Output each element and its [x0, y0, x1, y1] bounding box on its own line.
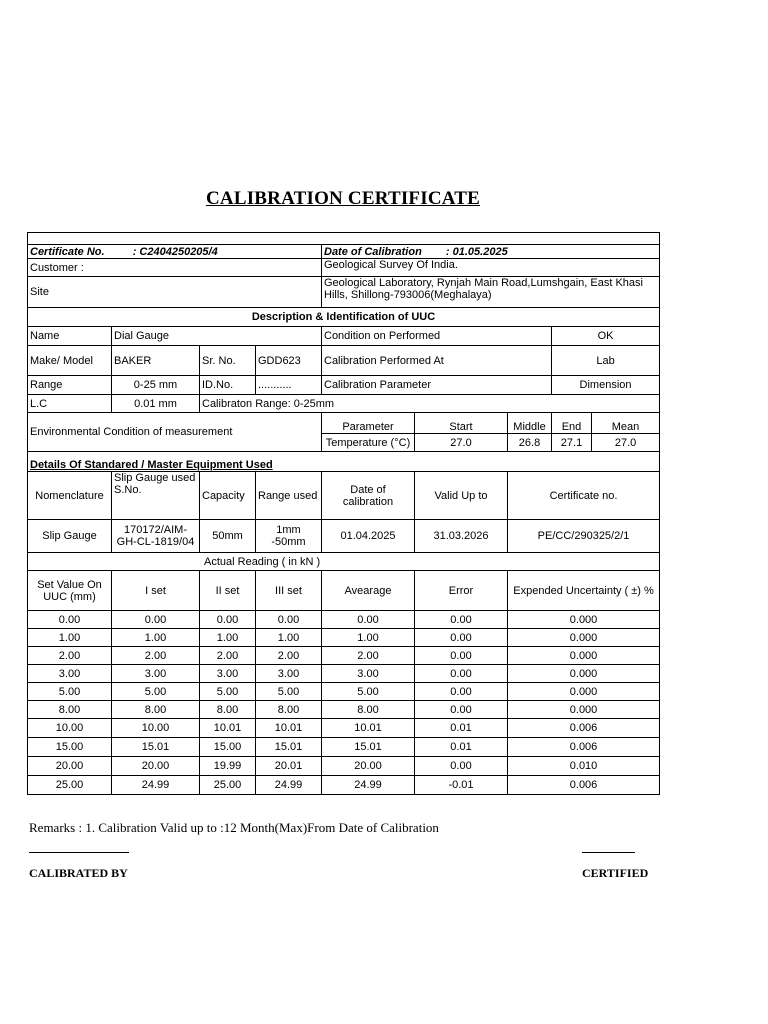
standard-value-row: [28, 520, 660, 553]
uuc-range-row: [28, 376, 660, 395]
std-header-capacity: Capacity: [200, 472, 256, 520]
standard-header-row: [28, 472, 660, 520]
reading-error-cell: 0.00: [415, 701, 508, 719]
readings-header-iii-set: III set: [256, 571, 322, 611]
reading-average-cell: 10.01: [322, 719, 415, 738]
calibrated-by-label: CALIBRATED BY: [29, 866, 128, 880]
reading-average-cell: 24.99: [322, 776, 415, 795]
reading-i-set-cell: 10.00: [112, 719, 200, 738]
calibration-date-label: Date of Calibration: [324, 245, 422, 258]
readings-header-average: Avearage: [322, 571, 415, 611]
env-start: 27.0: [415, 434, 508, 452]
std-slip-gauge: 170172/AIM-GH-CL-1819/04: [112, 520, 200, 553]
reading-iii-set-cell: 0.00: [256, 611, 322, 629]
reading-uncertainty-cell: 0.000: [508, 683, 660, 701]
make-value: BAKER: [112, 346, 200, 376]
reading-error-cell: 0.00: [415, 611, 508, 629]
make-label: Make/ Model: [28, 346, 112, 376]
environment-header-row: [28, 413, 660, 434]
reading-i-set-cell: 20.00: [112, 757, 200, 776]
reading-uncertainty-cell: 0.000: [508, 629, 660, 647]
std-certificate: PE/CC/290325/2/1: [508, 520, 660, 553]
reading-uncertainty-cell: 0.000: [508, 665, 660, 683]
reading-error-cell: 0.01: [415, 738, 508, 757]
reading-uncertainty-cell: 0.006: [508, 719, 660, 738]
calibrated-by-signature-line: [29, 852, 129, 853]
certificate-title: CALIBRATION CERTIFICATE: [205, 188, 481, 209]
standard-section-title: Details Of Standared / Master Equipment Used: [28, 452, 660, 472]
customer-value: Geological Survey Of India.: [322, 259, 660, 277]
reading-error-cell: 0.00: [415, 665, 508, 683]
std-header-range: Range used: [256, 472, 322, 520]
uuc-lc-row: [28, 395, 660, 413]
uuc-make-row: [28, 346, 660, 376]
readings-header-set-value: Set Value On UUC (mm): [28, 571, 112, 611]
customer-row: [28, 259, 660, 277]
performed-at-label: Calibration Performed At: [322, 346, 552, 376]
std-date: 01.04.2025: [322, 520, 415, 553]
readings-header-uncertainty: Expended Uncertainty ( ±) %: [508, 571, 660, 611]
calibration-date-value: : 01.05.2025: [445, 245, 508, 258]
reading-row: [28, 611, 660, 629]
certified-signature-line: [582, 852, 635, 853]
certificate-number-label: Certificate No.: [30, 245, 105, 258]
id-number-label: ID.No.: [200, 376, 256, 395]
reading-average-cell: 8.00: [322, 701, 415, 719]
reading-set-value-cell: 0.00: [28, 611, 112, 629]
std-valid: 31.03.2026: [415, 520, 508, 553]
reading-ii-set-cell: 15.00: [200, 738, 256, 757]
least-count-value: 0.01 mm: [112, 395, 200, 413]
customer-label: Customer :: [28, 259, 322, 277]
readings-caption: Actual Reading ( in kN ): [28, 553, 660, 571]
site-label: Site: [28, 277, 322, 308]
readings-header-i-set: I set: [112, 571, 200, 611]
reading-row: [28, 719, 660, 738]
reading-set-value-cell: 2.00: [28, 647, 112, 665]
certified-label: CERTIFIED: [582, 866, 649, 880]
reading-error-cell: -0.01: [415, 776, 508, 795]
reading-ii-set-cell: 3.00: [200, 665, 256, 683]
reading-row: [28, 776, 660, 795]
reading-error-cell: 0.01: [415, 719, 508, 738]
reading-set-value-cell: 5.00: [28, 683, 112, 701]
site-value: Geological Laboratory, Rynjah Main Road,Lumshgain, East Khasi Hills, Shillong-793006(Meghalaya): [322, 277, 660, 308]
reading-average-cell: 3.00: [322, 665, 415, 683]
environment-label: Environmental Condition of measurement: [28, 413, 322, 452]
reading-uncertainty-cell: 0.010: [508, 757, 660, 776]
reading-iii-set-cell: 2.00: [256, 647, 322, 665]
reading-uncertainty-cell: 0.000: [508, 647, 660, 665]
calibration-parameter-value: Dimension: [552, 376, 660, 395]
certificate-table: [27, 232, 660, 795]
least-count-label: L.C: [28, 395, 112, 413]
reading-error-cell: 0.00: [415, 647, 508, 665]
env-header-end: End: [552, 413, 592, 434]
reading-iii-set-cell: 3.00: [256, 665, 322, 683]
calibration-range: Calibraton Range: 0-25mm: [200, 395, 660, 413]
remarks: Remarks : 1. Calibration Valid up to :12 Month(Max)From Date of Calibration: [29, 820, 439, 835]
reading-i-set-cell: 24.99: [112, 776, 200, 795]
env-mean: 27.0: [592, 434, 660, 452]
reading-row: [28, 757, 660, 776]
reading-ii-set-cell: 5.00: [200, 683, 256, 701]
calibration-parameter-label: Calibration Parameter: [322, 376, 552, 395]
certificate-number-cell: [28, 245, 322, 259]
env-middle: 26.8: [508, 434, 552, 452]
blank-row: [28, 233, 660, 245]
readings-caption-row: [28, 553, 660, 571]
env-header-middle: Middle: [508, 413, 552, 434]
reading-average-cell: 15.01: [322, 738, 415, 757]
uuc-name-value: Dial Gauge: [112, 327, 322, 346]
env-end: 27.1: [552, 434, 592, 452]
uuc-name-row: [28, 327, 660, 346]
reading-set-value-cell: 8.00: [28, 701, 112, 719]
reading-average-cell: 2.00: [322, 647, 415, 665]
uuc-name-label: Name: [28, 327, 112, 346]
reading-i-set-cell: 1.00: [112, 629, 200, 647]
uuc-section-title: Description & Identification of UUC: [28, 308, 660, 327]
reading-set-value-cell: 20.00: [28, 757, 112, 776]
reading-row: [28, 629, 660, 647]
site-row: [28, 277, 660, 308]
std-nomenclature: Slip Gauge: [28, 520, 112, 553]
reading-ii-set-cell: 0.00: [200, 611, 256, 629]
readings-body: [28, 611, 660, 795]
reading-row: [28, 683, 660, 701]
reading-error-cell: 0.00: [415, 629, 508, 647]
reading-i-set-cell: 5.00: [112, 683, 200, 701]
reading-average-cell: 1.00: [322, 629, 415, 647]
reading-iii-set-cell: 5.00: [256, 683, 322, 701]
reading-set-value-cell: 25.00: [28, 776, 112, 795]
env-header-start: Start: [415, 413, 508, 434]
reading-average-cell: 0.00: [322, 611, 415, 629]
reading-uncertainty-cell: 0.000: [508, 611, 660, 629]
std-header-certificate: Certificate no.: [508, 472, 660, 520]
reading-uncertainty-cell: 0.006: [508, 776, 660, 795]
readings-header-error: Error: [415, 571, 508, 611]
reading-iii-set-cell: 20.01: [256, 757, 322, 776]
performed-at-value: Lab: [552, 346, 660, 376]
reading-i-set-cell: 2.00: [112, 647, 200, 665]
reading-average-cell: 20.00: [322, 757, 415, 776]
reading-row: [28, 665, 660, 683]
reading-uncertainty-cell: 0.006: [508, 738, 660, 757]
condition-label: Condition on Performed: [322, 327, 552, 346]
reading-set-value-cell: 1.00: [28, 629, 112, 647]
readings-header-row: [28, 571, 660, 611]
readings-header-ii-set: II set: [200, 571, 256, 611]
std-range: 1mm -50mm: [256, 520, 322, 553]
uuc-section-row: [28, 308, 660, 327]
reading-i-set-cell: 15.01: [112, 738, 200, 757]
reading-iii-set-cell: 24.99: [256, 776, 322, 795]
reading-iii-set-cell: 1.00: [256, 629, 322, 647]
reading-i-set-cell: 8.00: [112, 701, 200, 719]
reading-ii-set-cell: 1.00: [200, 629, 256, 647]
reading-iii-set-cell: 10.01: [256, 719, 322, 738]
std-header-date: Date of calibration: [322, 472, 415, 520]
reading-ii-set-cell: 25.00: [200, 776, 256, 795]
reading-set-value-cell: 3.00: [28, 665, 112, 683]
certificate-number-row: [28, 245, 660, 259]
condition-value: OK: [552, 327, 660, 346]
std-header-nomenclature: Nomenclature: [28, 472, 112, 520]
reading-set-value-cell: 10.00: [28, 719, 112, 738]
reading-i-set-cell: 3.00: [112, 665, 200, 683]
standard-section-row: [28, 452, 660, 472]
reading-row: [28, 738, 660, 757]
reading-ii-set-cell: 2.00: [200, 647, 256, 665]
std-header-slip-gauge: Slip Gauge used S.No.: [112, 472, 200, 520]
calibration-date-cell: [322, 245, 660, 259]
range-value: 0-25 mm: [112, 376, 200, 395]
reading-set-value-cell: 15.00: [28, 738, 112, 757]
reading-i-set-cell: 0.00: [112, 611, 200, 629]
std-header-valid: Valid Up to: [415, 472, 508, 520]
reading-row: [28, 701, 660, 719]
reading-ii-set-cell: 8.00: [200, 701, 256, 719]
id-number-value: ...........: [256, 376, 322, 395]
env-header-parameter: Parameter: [322, 413, 415, 434]
reading-ii-set-cell: 19.99: [200, 757, 256, 776]
reading-iii-set-cell: 8.00: [256, 701, 322, 719]
env-parameter: Temperature (°C): [322, 434, 415, 452]
reading-row: [28, 647, 660, 665]
reading-iii-set-cell: 15.01: [256, 738, 322, 757]
env-header-mean: Mean: [592, 413, 660, 434]
std-capacity: 50mm: [200, 520, 256, 553]
reading-error-cell: 0.00: [415, 683, 508, 701]
certificate-number-value: : C2404250205/4: [132, 245, 218, 258]
reading-uncertainty-cell: 0.000: [508, 701, 660, 719]
serial-number-value: GDD623: [256, 346, 322, 376]
reading-average-cell: 5.00: [322, 683, 415, 701]
reading-error-cell: 0.00: [415, 757, 508, 776]
range-label: Range: [28, 376, 112, 395]
reading-ii-set-cell: 10.01: [200, 719, 256, 738]
serial-number-label: Sr. No.: [200, 346, 256, 376]
